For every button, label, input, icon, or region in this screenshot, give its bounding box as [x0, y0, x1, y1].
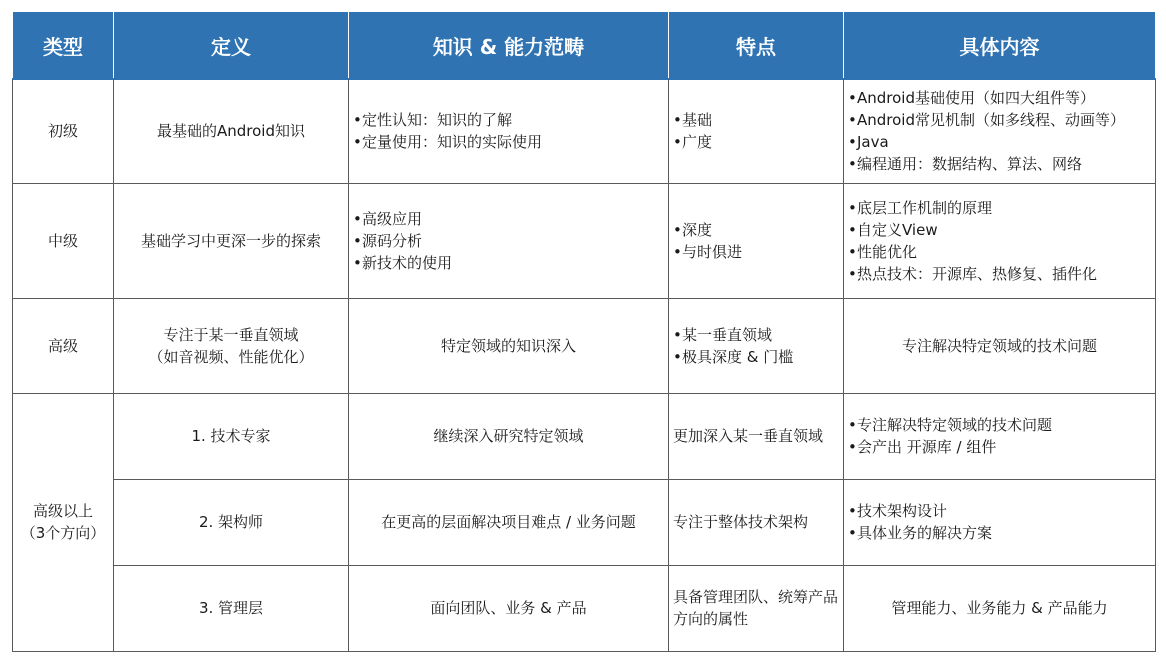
list-item: • 定量使用：知识的实际使用 — [353, 131, 664, 153]
features-basic — [669, 79, 844, 183]
table-row-intermediate — [13, 183, 1156, 298]
list-item: • 新技术的使用 — [353, 252, 664, 274]
features-advanced — [669, 298, 844, 393]
list-item: • 基础 — [673, 109, 839, 131]
list-item: • 自定义View — [848, 219, 1151, 241]
list-item: • 技术架构设计 — [848, 500, 1151, 522]
type-advanced: 高级 — [13, 298, 114, 393]
list-item: • 源码分析 — [353, 230, 664, 252]
list-item: • 高级应用 — [353, 208, 664, 230]
type-beyond-line1: 高级以上 — [32, 502, 93, 520]
list-item: • 具体业务的解决方案 — [848, 522, 1151, 544]
content-expert — [844, 393, 1156, 479]
list-item: • 广度 — [673, 131, 839, 153]
list-item: • 会产出 开源库 / 组件 — [848, 436, 1151, 458]
list-item: • 深度 — [673, 219, 839, 241]
list-item: • 与时俱进 — [673, 241, 839, 263]
type-beyond-line2: （3个方向） — [20, 524, 106, 542]
features-expert: 更加深入某一垂直领域 — [669, 393, 844, 479]
header-scope: 知识 & 能力范畴 — [349, 12, 669, 80]
features-architect: 专注于整体技术架构 — [669, 479, 844, 565]
scope-management: 面向团队、业务 & 产品 — [349, 565, 669, 651]
list-item: • Java — [848, 131, 1151, 153]
table-row-basic — [13, 79, 1156, 183]
definition-basic: 最基础的Android知识 — [114, 79, 349, 183]
definition-management: 3. 管理层 — [114, 565, 349, 651]
header-content: 具体内容 — [844, 12, 1156, 80]
table-row-management — [13, 565, 1156, 651]
list-item: • 定性认知：知识的了解 — [353, 109, 664, 131]
content-advanced: 专注解决特定领域的技术问题 — [844, 298, 1156, 393]
scope-intermediate — [349, 183, 669, 298]
definition-architect: 2. 架构师 — [114, 479, 349, 565]
list-item: • 性能优化 — [848, 241, 1151, 263]
header-definition: 定义 — [114, 12, 349, 80]
android-skill-level-table — [12, 11, 1156, 652]
table-row-expert — [13, 393, 1156, 479]
list-item: • Android常见机制（如多线程、动画等） — [848, 109, 1151, 131]
definition-advanced-line1: 专注于某一垂直领域 — [163, 325, 299, 344]
content-basic — [844, 79, 1156, 183]
definition-advanced-line2: （如音视频、性能优化） — [148, 347, 314, 366]
definition-expert: 1. 技术专家 — [114, 393, 349, 479]
scope-advanced: 特定领域的知识深入 — [349, 298, 669, 393]
content-architect — [844, 479, 1156, 565]
features-management: 具备管理团队、统筹产品方向的属性 — [669, 565, 844, 651]
list-item: • 某一垂直领域 — [673, 324, 839, 346]
definition-advanced — [114, 298, 349, 393]
table-row-advanced — [13, 298, 1156, 393]
list-item: • 热点技术：开源库、热修复、插件化 — [848, 263, 1151, 285]
type-basic: 初级 — [13, 79, 114, 183]
definition-intermediate: 基础学习中更深一步的探索 — [114, 183, 349, 298]
scope-basic — [349, 79, 669, 183]
list-item: • 编程通用：数据结构、算法、网络 — [848, 153, 1151, 175]
list-item: • 极具深度 & 门槛 — [673, 346, 839, 368]
header-row — [13, 12, 1156, 80]
content-intermediate — [844, 183, 1156, 298]
header-features: 特点 — [669, 12, 844, 80]
scope-architect: 在更高的层面解决项目难点 / 业务问题 — [349, 479, 669, 565]
scope-expert: 继续深入研究特定领域 — [349, 393, 669, 479]
table-row-architect — [13, 479, 1156, 565]
features-intermediate — [669, 183, 844, 298]
type-intermediate: 中级 — [13, 183, 114, 298]
type-beyond — [13, 393, 114, 651]
header-type: 类型 — [13, 12, 114, 80]
list-item: • Android基础使用（如四大组件等） — [848, 87, 1151, 109]
list-item: • 底层工作机制的原理 — [848, 197, 1151, 219]
content-management: 管理能力、业务能力 & 产品能力 — [844, 565, 1156, 651]
list-item: • 专注解决特定领域的技术问题 — [848, 414, 1151, 436]
